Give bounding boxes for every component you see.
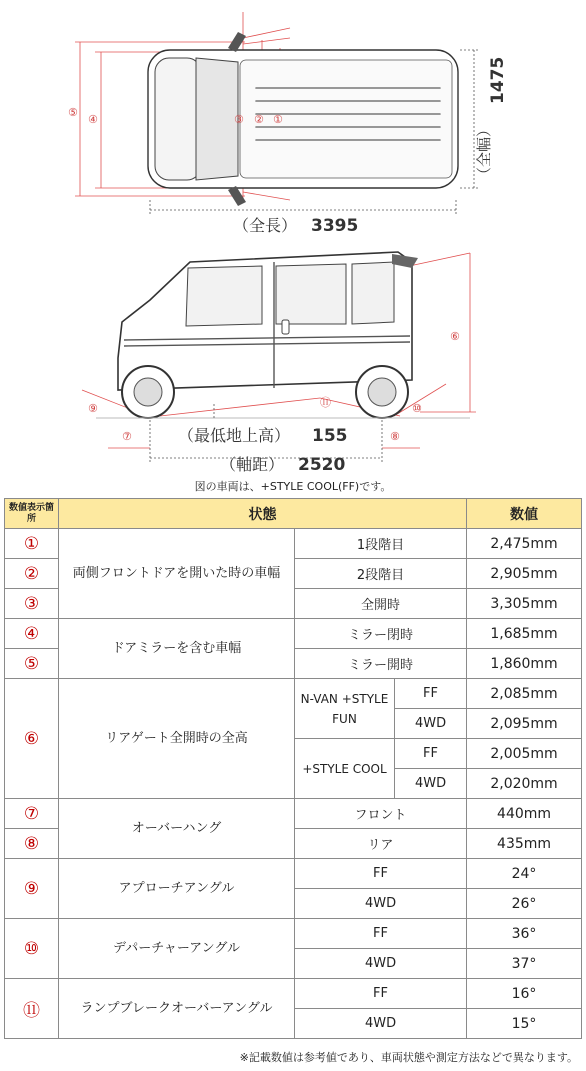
callout-3: ③ [234,113,244,126]
callout-1: ① [273,113,283,126]
row-value: 1,860mm [467,649,582,679]
row-number: ⑤ [5,649,59,679]
group-label: 両側フロントドアを開いた時の車幅 [59,529,295,619]
row-value: 37° [467,949,582,979]
callout-8: ⑧ [390,430,400,443]
footnote: ※記載数値は参考値であり、車両状態や測定方法などで異なります。 [239,1051,578,1064]
row-condition: FF [395,679,467,709]
row-condition: FF [395,739,467,769]
row-value: 2,020mm [467,769,582,799]
ground-clearance-label: （最低地上高） [178,426,291,445]
row-number: ⑨ [5,859,59,919]
row-condition: 4WD [395,769,467,799]
row-value: 26° [467,889,582,919]
row-condition: 2段階目 [295,559,467,589]
row-number: ② [5,559,59,589]
table-row [5,619,582,649]
row-value: 2,005mm [467,739,582,769]
header-state: 状態 [59,499,467,529]
callout-5: ⑤ [68,106,78,119]
group-label: オーバーハング [59,799,295,859]
ground-clearance-value: 155 [312,426,348,446]
table-row [5,859,582,889]
row-value: 440mm [467,799,582,829]
row-condition: 4WD [295,949,467,979]
row-value: 2,085mm [467,679,582,709]
callout-11: ⑪ [320,396,331,409]
grade-label: N-VAN +STYLE FUN [295,679,395,739]
header-value: 数値 [467,499,582,529]
row-value: 36° [467,919,582,949]
row-condition: ミラー開時 [295,649,467,679]
grade-label: +STYLE COOL [295,739,395,799]
row-number: ③ [5,589,59,619]
row-value: 3,305mm [467,589,582,619]
overall-length-label: （全長） [233,216,298,235]
row-number: ⑦ [5,799,59,829]
callout-6: ⑥ [450,330,460,343]
group-label: ランプブレークオーバーアングル [59,979,295,1039]
row-condition: フロント [295,799,467,829]
row-condition: FF [295,979,467,1009]
wheelbase-value: 2520 [298,455,346,475]
row-value: 435mm [467,829,582,859]
table-row [5,799,582,829]
table-row [5,529,582,559]
row-value: 16° [467,979,582,1009]
row-value: 2,475mm [467,529,582,559]
diagram-caption: 図の車両は、+STYLE COOL(FF)です。 [194,480,392,493]
row-condition: 4WD [295,889,467,919]
table-header-row [5,499,582,529]
wheelbase-label: （軸距） [220,455,285,474]
row-number: ⑩ [5,919,59,979]
callout-9: ⑨ [88,402,98,415]
group-label: アプローチアングル [59,859,295,919]
table-row [5,919,582,949]
group-label: ドアミラーを含む車幅 [59,619,295,679]
row-condition: 全開時 [295,589,467,619]
row-condition: 1段階目 [295,529,467,559]
row-number: ⑧ [5,829,59,859]
row-condition: FF [295,919,467,949]
callout-4: ④ [88,113,98,126]
table-row [5,979,582,1009]
row-value: 2,905mm [467,559,582,589]
spec-table [4,498,582,1039]
overall-width-label: （全幅） [475,121,493,182]
overall-length-value: 3395 [311,216,359,236]
row-value: 1,685mm [467,619,582,649]
row-number: ⑥ [5,679,59,799]
row-number: ① [5,529,59,559]
row-condition: 4WD [395,709,467,739]
row-number: ④ [5,619,59,649]
row-condition: FF [295,859,467,889]
callout-7: ⑦ [122,430,132,443]
row-value: 15° [467,1009,582,1039]
row-condition: 4WD [295,1009,467,1039]
top-view [68,12,508,236]
row-value: 24° [467,859,582,889]
row-condition: ミラー閉時 [295,619,467,649]
group-label: デパーチャーアングル [59,919,295,979]
row-number: ⑪ [5,979,59,1039]
table-row [5,679,582,709]
row-value: 2,095mm [467,709,582,739]
row-condition: リア [295,829,467,859]
dimension-diagram [0,0,586,498]
callout-10: ⑩ [412,402,422,415]
group-label: リアゲート全開時の全高 [59,679,295,799]
side-view [82,252,476,475]
callout-2: ② [254,113,264,126]
overall-width-value: 1475 [488,56,508,104]
header-index: 数値表示箇所 [5,499,59,529]
